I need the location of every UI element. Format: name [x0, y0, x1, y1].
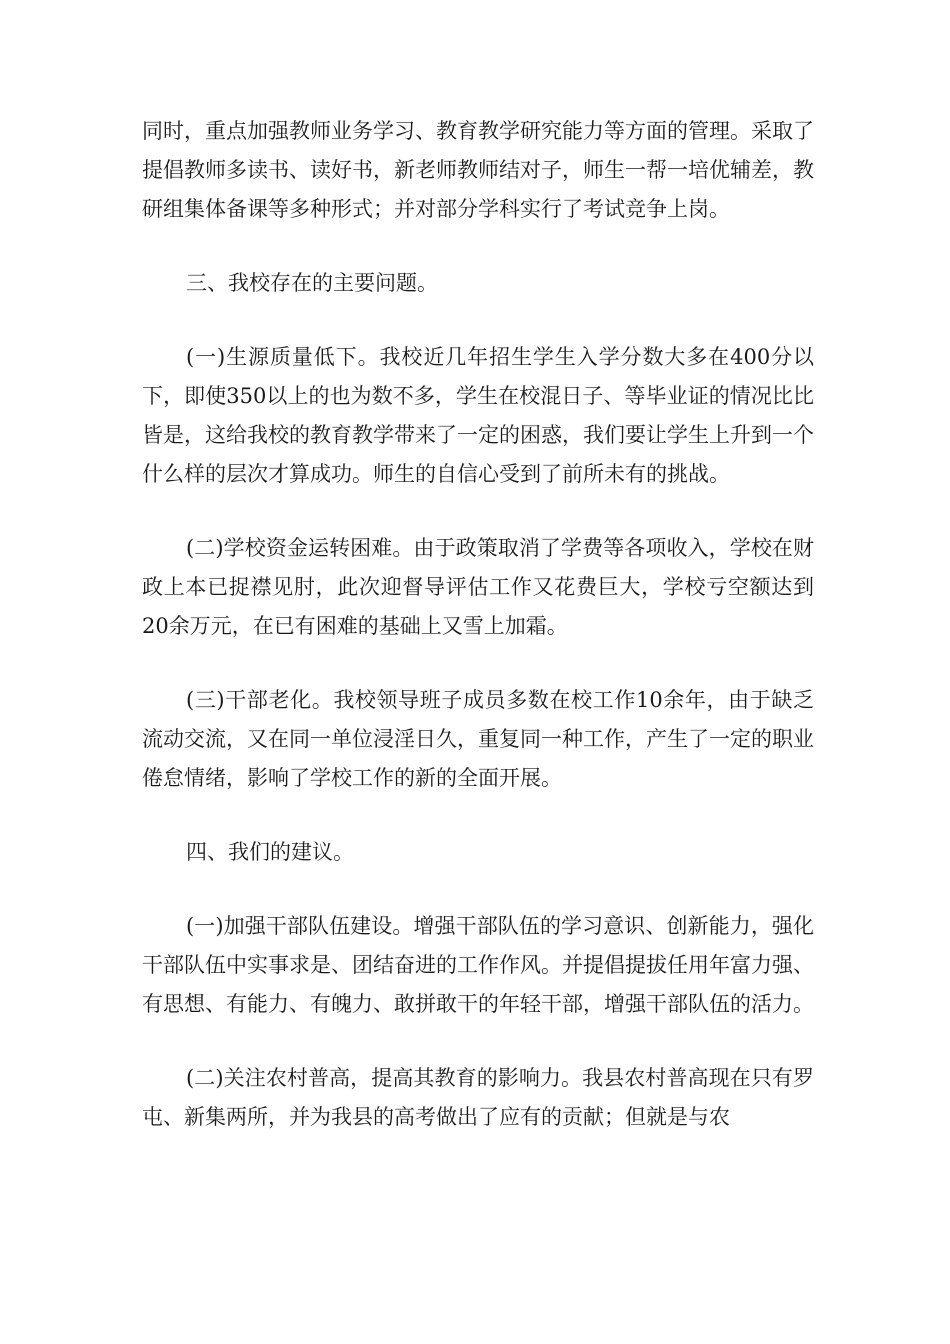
paragraph-student-quality: (一)生源质量低下。我校近几年招生学生入学分数大多在400分以下，即使350以上的也为数不多，学生在校混日子、等毕业证的情况比比皆是，这给我校的教育教学带来了一定的困惑，我们要让学生上升到一个什么样的层次才算成功。师生的自信心受到了前所未有的挑战。 [142, 345, 814, 486]
paragraph-rural-high-school: (二)关注农村普高，提高其教育的影响力。我县农村普高现在只有罗屯、新集两所，并为我县的高考做出了应有的贡献；但就是与农 [142, 1066, 814, 1129]
document-body [142, 112, 814, 1137]
heading-section-three: 三、我校存在的主要问题。 [186, 271, 438, 295]
paragraph-cadre-building: (一)加强干部队伍建设。增强干部队伍的学习意识、创新能力，强化干部队伍中实事求是、团结奋进的工作作风。并提倡提拔任用年富力强、有思想、有能力、有魄力、敢拼敢干的年轻干部，增强干部队伍的活力。 [142, 914, 814, 1016]
paragraph-cadre-aging: (三)干部老化。我校领导班子成员多数在校工作10余年，由于缺乏流动交流，又在同一单位浸淫日久，重复同一种工作，产生了一定的职业倦怠情绪，影响了学校工作的新的全面开展。 [142, 688, 814, 790]
paragraph-funding-difficulty: (二)学校资金运转困难。由于政策取消了学费等各项收入，学校在财政上本已捉襟见肘，此次迎督导评估工作又花费巨大，学校亏空额达到20余万元，在已有困难的基础上又雪上加霜。 [142, 536, 814, 638]
paragraph-teacher-management: 同时，重点加强教师业务学习、教育教学研究能力等方面的管理。采取了提倡教师多读书、读好书，新老师教师结对子，师生一帮一培优辅差，教研组集体备课等多种形式；并对部分学科实行了考试竞争上岗。 [142, 119, 814, 221]
heading-section-four: 四、我们的建议。 [186, 840, 354, 864]
